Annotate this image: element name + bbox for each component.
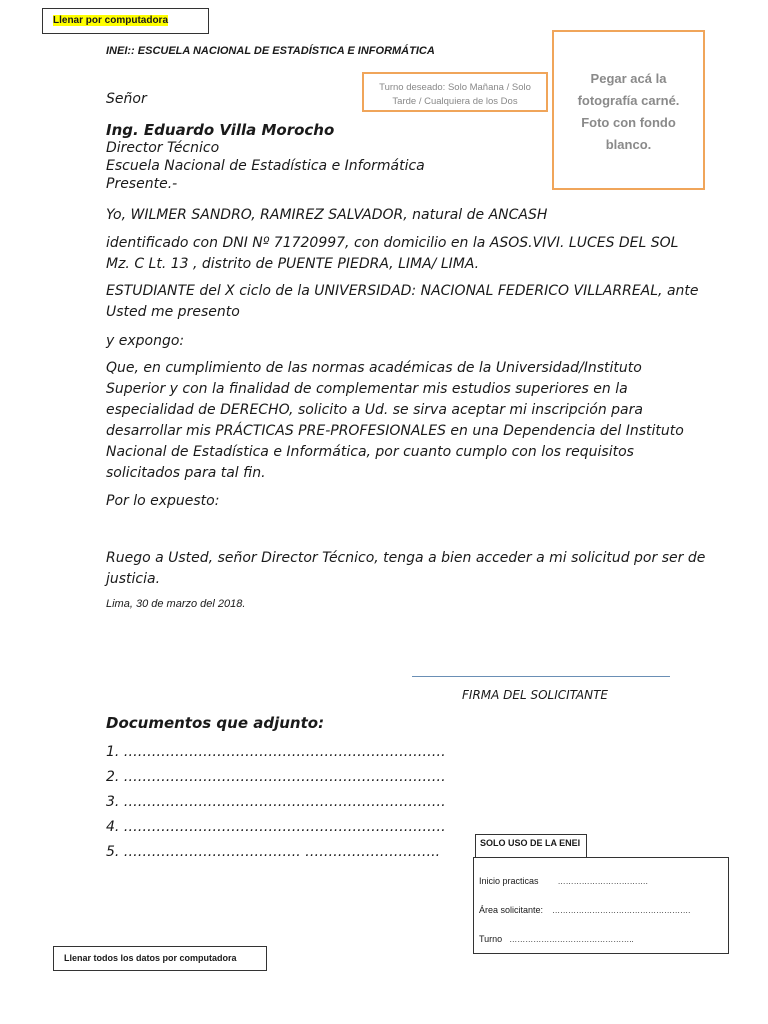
- document-item: 3. ……………………………………………………………: [106, 794, 446, 810]
- enei-inicio-label: Inicio practicas: [479, 876, 539, 886]
- paragraph-request: Que, en cumplimiento de las normas académicas de la Universidad/Instituto Superior y con la finalidad de complementar mis estudios superiores en la especialidad de DERECHO, solicito a Ud. se sirva aceptar mi inscripción para desarrollar mis PRÁCTICAS PRE-PROFESIONALES en una Dependencia del Instituto Nacional de Estadística e Informática, por cuanto cumplo con los requisitos solicitados para tal fin.: [106, 360, 684, 481]
- top-note: Llenar por computadora: [53, 15, 169, 26]
- document-item: 1. ……………………………………………………………: [106, 744, 446, 760]
- enei-inicio-row: [479, 876, 648, 886]
- paragraph-address: identificado con DNI Nº 71720997, con domicilio en la ASOS.VIVI. LUCES DEL SOL Mz. C Lt. 13 , distrito de PUENTE PIEDRA, LIMA/ LIMA.: [106, 235, 679, 272]
- recipient-address: [106, 139, 425, 193]
- recipient-closing: Presente.-: [106, 176, 178, 192]
- enei-inicio-dots: …………………………….: [557, 877, 648, 886]
- document-header: INEI:: ESCUELA NACIONAL DE ESTADÍSTICA E INFORMÁTICA: [106, 45, 435, 57]
- enei-label: SOLO USO DE LA ENEI: [475, 834, 587, 858]
- enei-area-label: Área solicitante:: [479, 905, 544, 915]
- bottom-note-box: [53, 946, 267, 971]
- enei-turno-dots: ………………………………………..: [509, 935, 634, 944]
- paragraph-ruego: Ruego a Usted, señor Director Técnico, tenga a bien acceder a mi solicitud por ser de justicia.: [106, 550, 706, 587]
- recipient-title: Director Técnico: [106, 140, 220, 156]
- photo-placeholder: Pegar acá la fotografía carné. Foto con fondo blanco.: [552, 30, 705, 190]
- paragraph-student: ESTUDIANTE del X ciclo de la UNIVERSIDAD: NACIONAL FEDERICO VILLARREAL, ante Usted me presento: [106, 283, 699, 320]
- enei-turno-row: [479, 934, 634, 944]
- enei-area-dots: …………………………………………….: [552, 906, 691, 915]
- recipient-name: Ing. Eduardo Villa Morocho: [106, 121, 335, 139]
- enei-area-row: [479, 905, 690, 915]
- enei-turno-label: Turno: [479, 934, 503, 944]
- bottom-note: Llenar todos los datos por computadora: [64, 953, 237, 963]
- paragraph-identity: Yo, WILMER SANDRO, RAMIREZ SALVADOR, natural de ANCASH: [106, 207, 548, 223]
- turno-note-box: Turno deseado: Solo Mañana / Solo Tarde / Cualquiera de los Dos: [362, 72, 548, 112]
- signature-label: FIRMA DEL SOLICITANTE: [462, 688, 609, 702]
- document-item: 2. ……………………………………………………………: [106, 769, 446, 785]
- salutation: Señor: [106, 91, 147, 107]
- enei-box: [473, 857, 729, 954]
- documents-list: [106, 740, 446, 865]
- document-item: 4. ……………………………………………………………: [106, 819, 446, 835]
- paragraph-por-lo-expuesto: Por lo expuesto:: [106, 493, 220, 509]
- document-item: 5. ……………………………….. ………………………..: [106, 844, 441, 860]
- recipient-institution: Escuela Nacional de Estadística e Informática: [106, 158, 425, 174]
- date-line: Lima, 30 de marzo del 2018.: [106, 598, 246, 610]
- documents-title: Documentos que adjunto:: [106, 714, 325, 732]
- top-note-box: [42, 8, 209, 34]
- signature-line: [412, 676, 670, 677]
- paragraph-expongo: y expongo:: [106, 333, 185, 349]
